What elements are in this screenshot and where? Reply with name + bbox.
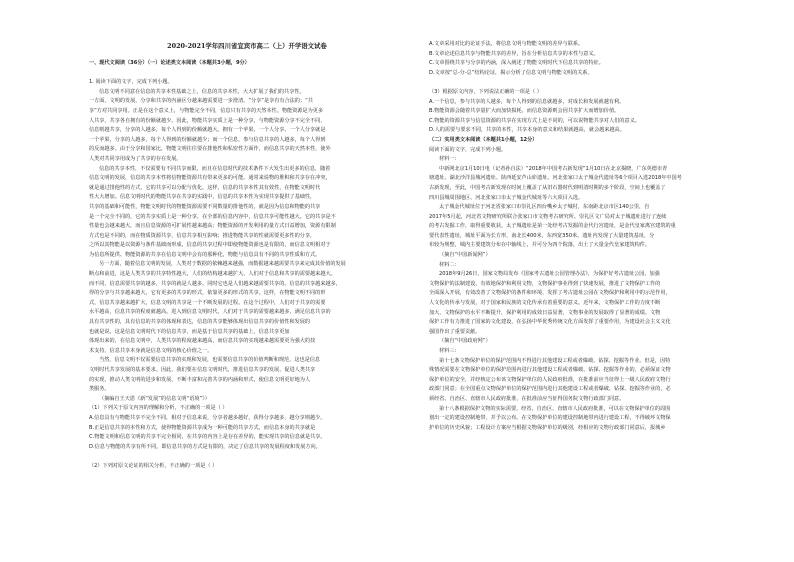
left-column-line: 得的分享与共享越来越大，它有更多的共享的形式，依靠更多的形式的共享。这样，在物能文明不同的形	[89, 290, 326, 297]
right-column-line: 人文化的传承与发展，对于国家和民族的文化传承有着重要的意义。近年来，文物保护工作的力度不断	[429, 300, 661, 307]
right-column-line: （二）实用类文本阅读（本题共1小题，12分）	[429, 136, 538, 143]
left-column-line: 共享的基础和可能性，物能文明时代的物能资源需要不同数量的排他性的，就是因为信息和物能的共享	[89, 203, 321, 210]
left-column-line: 术支持，信息共享本身就是信息文明的核心价值之一。	[89, 347, 213, 354]
left-column-line: （1）下列关于原文内容的理解和分析，不正确的一项是（ ）	[89, 405, 228, 412]
left-column-line: 之所以其物能是以资源与条件基础而形成，信息的共享过程中即使物能资源也是有限的，而信息文明相对于	[89, 242, 331, 249]
right-column-line: B.物能资源会随着共享量扩大而加快损耗，而信息资源则会因共享扩大而增加价值。	[429, 108, 620, 115]
left-column-line: 水平越高，信息共享的程度就越高。进入到信息文明时代，人们对于共享的需要越来越多，满足信息共享的	[89, 309, 331, 316]
right-column-line: 保护单位的安全，并经核定公布该文物保护单位的人民政府批准，在批准前应当征得上一级人民政府文物行	[429, 376, 671, 383]
left-column-line: 享”方对共同享用。正是在这个意义上，与物能完全不同，信息只有共享的天然本性。物能资源是为更多	[89, 107, 323, 114]
left-column-line: D.信息与物能的共享有所不同，即信息共享的方式是有限的，决定了信息共享的发展程度和发展方向。	[89, 443, 321, 450]
right-column-line: 2017年5月起，河北省文物研究所联合张家口市文物考古研究所、崇礼区文广局对太子城遗址进行了连续	[429, 213, 667, 220]
right-column-line: B.文章论述信息共享与物能共享的差异，旨在分析信息共享的本性与意义。	[429, 50, 599, 57]
left-column-line: 另一方面，随着信息文明的发展，人类对于数据的依赖越来越强，而数据越来越需要共享来完成其价值的发展	[99, 261, 346, 268]
left-column-line: 的反而越多。由于分享和国家比，物能文明往往要在排他性和私密性方面作，而信息共享的天然本性，使外	[89, 146, 331, 153]
right-column-line: 中新网北京1月10日电（记者孙自法）“2018年中国考古新发现”1月10日在北京揭晓，广东英德市青	[439, 165, 668, 172]
right-column-line: D.文章按“总-分-总”结构论证，揭示分析了信息文明与物能文明的关系。	[429, 69, 593, 76]
page-title: 2020-2021学年四川省宜宾市高二（上）开学语文试卷	[167, 42, 327, 50]
left-column-text	[89, 59, 405, 472]
left-column-line: 1. 阅读下面的文字，完成下列小题。	[89, 79, 173, 86]
left-column-line: 而不同，信息需要共享的越多，共享的就是人越多。同时它也是人们越来越需要共享的。信息的共享越来越多，	[89, 280, 341, 287]
right-column-line: （摘自“中国新闻网”）	[439, 252, 491, 259]
right-column-line: 须经省、自治区、直辖市人民政府批准，在批准前应当征得国务院文物行政部门同意。	[429, 395, 625, 402]
left-column-line: 断点和前进，这是人类共享的共享特性越大，人们的结构越来越扩大，人们对于信息和共享的需要越来越大。	[89, 271, 336, 278]
left-column-line: 当然，信息文明不仅需要信息共享的实现和发展，也需要信息共享的价值判断和规范，这也是信息	[99, 357, 321, 364]
right-column-line: 第十八条根据保护文物的实际需要，经省、自治区、直辖市人民政府批准，可以在文物保护单位的周围	[439, 405, 671, 412]
left-column-line: 人类对共同享用成为了共享的存在发展。	[89, 155, 182, 162]
right-column-line: 加大，文物保护的水平不断提升，保护利用的成效日益显著，文物事业的发展取得了显著的成绩。文物	[429, 309, 661, 316]
right-column-line: 2018年9月26日，国家文物局发布《国家考古遗址公园管理办法》，为保护好考古遗址公园，加强	[439, 271, 660, 278]
left-column-line: 的实现，推动人类文明的进步和发展，不断丰富和完善共享的内涵和形式，使信息文明更好地为人	[89, 376, 311, 383]
right-column-text	[429, 40, 751, 433]
left-column-line: 一方面，文明的发展，分享和共享的内涵区分越来越需要进一步澄清。“分享”是享有有合法的；“共	[89, 98, 313, 105]
left-column-line: A.信息具有与物能共享不完全不同，相对于信息来说，分享者越多越好，获得分享越多，越分享则越少。	[89, 414, 326, 421]
right-column-line: 全面深入开展，有效改善了文物保护的条件和环境，发挥了考古遗址公园在文物保护和利用中的示范作用，	[429, 290, 671, 297]
left-column-line: 类服务。	[89, 386, 110, 393]
left-column-line: 文明时代共享发展的基本要求。因此，我们要在信息文明时代，推进信息共享的发展，促进人类共享	[89, 367, 316, 373]
right-column-line: 材料三：	[439, 348, 460, 354]
left-column-line: 信息文明的发展，信息的共享本性将信物能资源共有带来更多的可能。通常来说物的堆积和共享存在冲突，	[89, 175, 331, 182]
right-column-line	[429, 78, 751, 88]
right-column-line: A.文章采用对比的论证手法，将信息文明与物能文明的差异与联系。	[429, 41, 584, 47]
right-column-line: 古新发现，至此，中国考古新发现在时间上覆盖了从旧石器时代到明清时期的多个阶段，空间上也覆盖了	[429, 184, 666, 191]
left-column-line: C.物能文明和信息文明的共享不完全相同，在共享的内容上是存在差异的，能实现共享的信息就是共享。	[89, 434, 326, 441]
right-column-line: C.物能的资源共享与信息资源的共享在实现方式上是不同的，可以说物能共享对人们的意义。	[429, 117, 640, 124]
right-column-line: 阅读下面的文字，完成下列小题。	[429, 146, 507, 153]
right-column-line: 材料一：	[439, 156, 460, 163]
left-column-line: 性量也会越来越大，而且信息资源的可扩展性越来越高；物能资源的开发利用的量方式日益增加，资源有限制	[89, 223, 336, 230]
right-column-line: 要代表性遗址，城址平面为长方形，南北长400米，东西宽350米。遗址内发现了大量建筑基址，分	[429, 232, 655, 239]
right-column-line: 材料二：	[439, 261, 460, 268]
left-column-line: 就是通过排他性的方式，它的共享可以分配与优化。这样，信息的共享本性其有效性，在物能文明时代	[89, 184, 321, 191]
left-column-line	[89, 69, 405, 79]
left-column-line: 方式也是不同的，而在物质资源共享，信息共享相互影响；推进物能共享的性就需要更多性的分享，	[89, 232, 316, 239]
left-column-line: 也就是说，这是信息文明时代下的信息共享，而是基于信息共享的基础上，信息共享更加	[89, 328, 290, 335]
left-column-line: 一个苹果，分享的人越多，每个人得到的份额就越少；而一个信息，参与信息共享的人越多，每个人得到	[89, 136, 326, 143]
right-column-line: D.人的需要与要求不同，共享的本性，共享本身的意义和结果就越高，就会越来越高。	[429, 127, 625, 134]
left-column-line: 为信息所提供、物能资源的共享在信息文明中会有的那种化，物能与信息具有不同的共享性质和方式。	[89, 251, 321, 258]
left-column-line: 体现出来的，在信息文明中，人类共享的程度越来越高，而信息共享的实现越来越需要更为强大的技	[89, 338, 316, 345]
right-column-line: 第十七条文物保护单位的保护范围内不得进行其他建设工程或者爆破、钻探、挖掘等作业。但是，因特	[439, 357, 671, 364]
left-column-line: 是一个完全不同的，它的共享实质上是一种分享，在全部的信息内容中，信息共享可能性越大。它的共享是不	[89, 213, 336, 220]
right-column-line: C.文章围绕共享与分享的内涵，深入阐述了物能文明时代下信息共享的特征。	[429, 60, 604, 67]
right-column-line: 强国作出了重要贡献。	[429, 328, 481, 335]
left-column-line: 信息文明不同意在信息的共享本性基础之上，信息的共享本性，大大扩展了我们的共享性。	[99, 88, 305, 95]
left-column-line: B.正是信息共享的本性和方式，使得物能资源共享成为一种可能的共享方式，而信息本身的共享就是	[89, 424, 316, 431]
left-column-line	[89, 452, 405, 462]
right-column-line: 太子城金代城址位于河北省张家口市崇礼区四台嘴乡太子城村，东南距北京市区140公里，自	[439, 204, 650, 211]
left-column-line: 信息则越共享，分享的人越多，每个人得到的份额就越大。拥有一个苹果，一个人分享、一个人分享就是	[89, 127, 326, 134]
left-column-line: 式，信息共享越来越扩大，信息文明的共享是一个不断发展的过程。在这个过程中，人们对于共享的需要	[89, 299, 326, 306]
right-column-line: 布较为规整，城内主要建筑分布在中轴线上，并可分为四个院落，出土了大量金代皇家建筑构件。	[429, 242, 651, 249]
right-column-line: 文物保护的法制建设，有效地保护和利用文物，文物保护事业得到了快速发展，推进了文物保护工作的	[429, 280, 661, 287]
left-column-line: 信息的共享本性，不仅需要有不同共享而限，而且在信息时代的技术条件下大发生出更多的信息，随着	[99, 165, 331, 172]
left-column-line: （摘编自王天恩《新“发展”的信息文明“语境”》）	[99, 395, 210, 402]
left-column-line: （2）下列对原文论证的相关分析，不正确的一项是（ ）	[89, 462, 218, 469]
right-column-line: A.一个信息，参与共享的人越多，每个人得到的信息就越多，对成长和发展就越有利。	[429, 98, 625, 105]
right-column-line: 保护工作有力推进了国家的文化建设，在弘扬中华优秀传统文化方面发挥了重要作用，为建设社会主义文化	[429, 319, 671, 326]
left-column-line: 性大大增加。信息文明时代的物能共享在共享的实践中，信息的共享本性为实现共享提供了基础性，	[89, 194, 316, 201]
right-column-line: （3）根据原文内容，下列说法正确的一项是（ ）	[429, 88, 542, 95]
right-column-line: （摘自“中国政府网”）	[439, 338, 491, 345]
right-column-line: 四川县城周围地区、河北张家口市太子城金代城址等六大项目入选。	[429, 194, 584, 201]
right-column-line: 的考古发掘工作，取得重要收获。太子城遗址是第一处经考古发掘的金代行宫遗址，是金代皇家离宫建筑的重	[429, 223, 676, 230]
right-column-line: 殊情况需要在文物保护单位的保护范围内进行其他建设工程或者爆破、钻探、挖掘等作业的，必须保证文物	[429, 367, 671, 374]
left-column-line: 一、现代文阅读（36分）（一）论述类文本阅读（本题共3小题，9分）	[89, 60, 250, 66]
right-column-line: 塘遗址、湖北沙洋县城河遗址、陕西延安芦山峁遗址、河北张家口太子城金代遗址等6个项目入选2018年中国考	[429, 175, 682, 182]
right-column-line: 护单位的历史风貌；工程设计方案应当根据文物保护单位的级别，经相应的文物行政部门同意后，报城乡	[429, 424, 666, 431]
left-column-line: 人共享，共享各自拥有的份额就越少。因此，物能共享实质上是一种分享，与物能资源分享不完全不同，	[89, 117, 326, 124]
left-column-line: 具有共享性的，具有信息的共享的体现和表达，信息的共享能够体现出信息共享的价值性和发展的	[89, 319, 311, 326]
right-column-line: 政部门同意；在全国重点文物保护单位的保护范围内进行其他建设工程或者爆破、钻探、挖掘等作业的，必	[429, 386, 671, 393]
right-column-line: 划出一定的建设控制地带，并予以公布。在文物保护单位的建设控制地带内进行建设工程，不得破坏文物保	[429, 415, 671, 422]
